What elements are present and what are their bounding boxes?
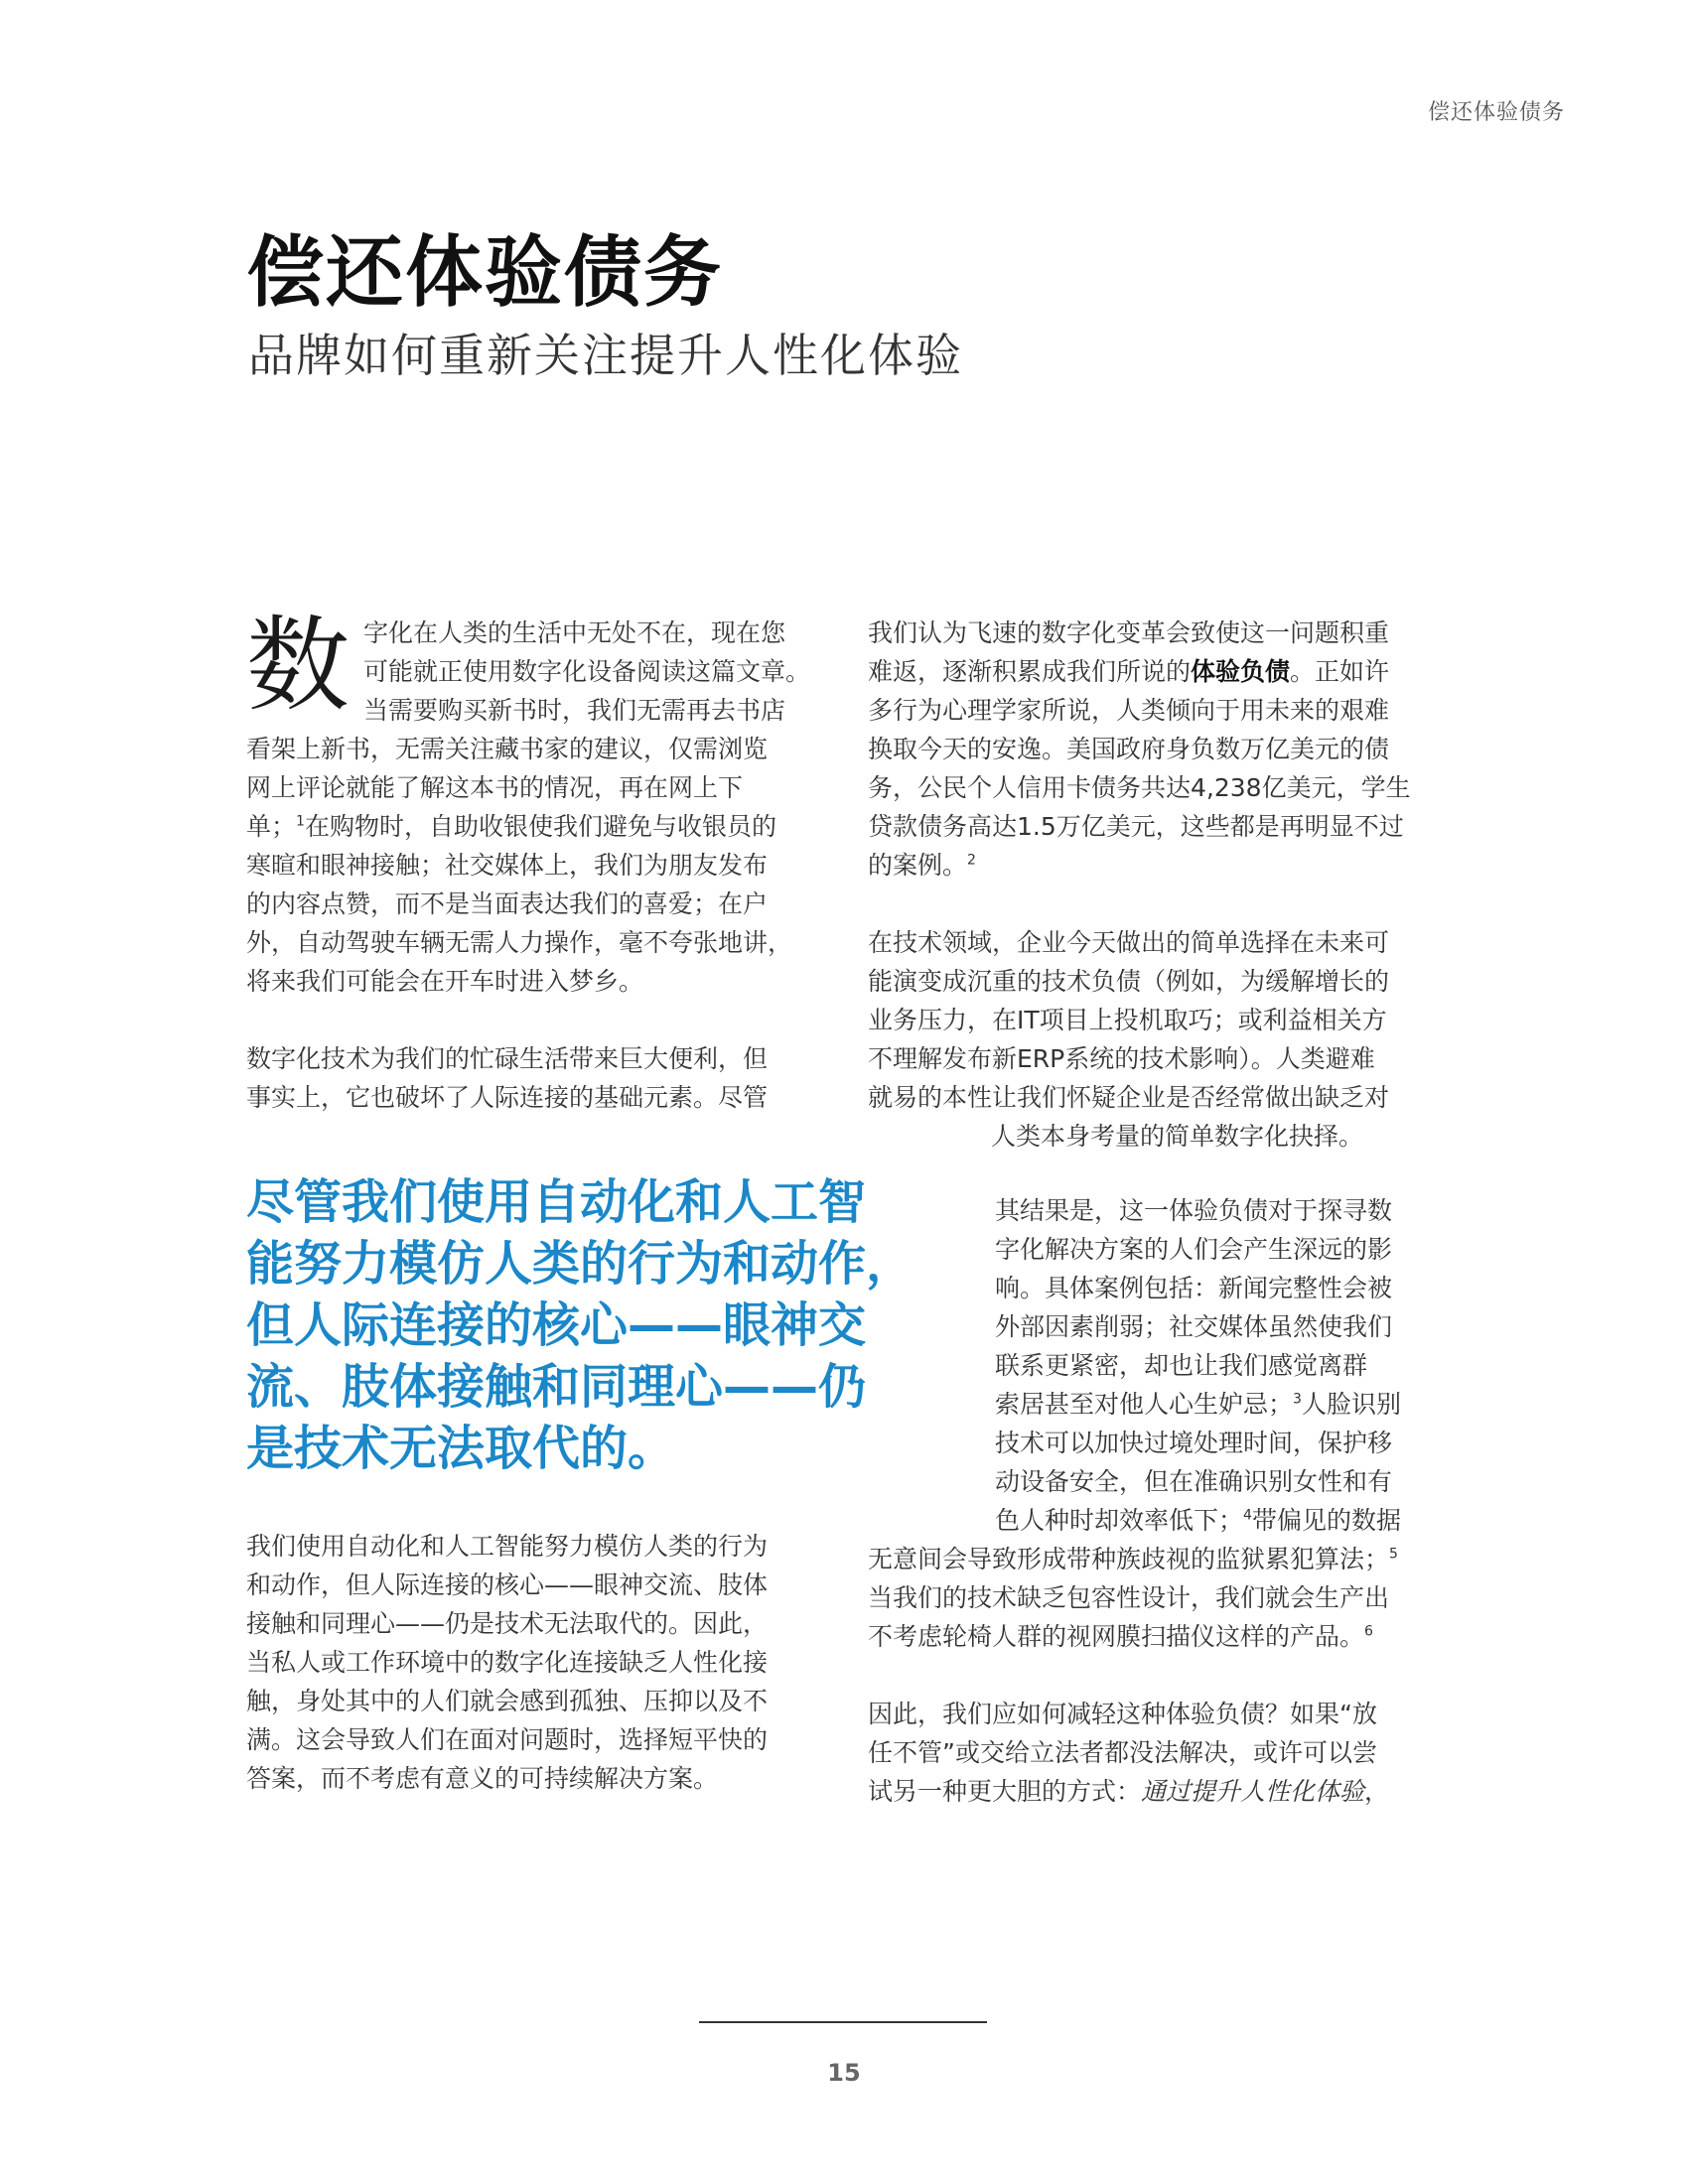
emphasis-human-experience: 通过提升人性化体验: [1141, 1777, 1365, 1806]
footnote-ref-2[interactable]: 2: [967, 852, 976, 869]
paragraph-consequences-part1: 其结果是，这一体验负债对于探寻数 字化解决方案的人们会产生深远的影 响。具体案例包括：新闻完整性会被 外部因素削弱；社交媒体虽然使我们 联系更紧密，却也让我们感觉离群 索居甚至对他人心生妒忌；$^3$人脸识别 技术可以加快过境处理时间，保护移 动设备安全，但在准确识别女性和有 色人种时却效率低下；$^4$带偏见的数据: [995, 1196, 1401, 1535]
running-header: 偿还体验债务: [1427, 100, 1565, 125]
right-column-indented: [995, 1191, 1462, 1540]
article-title: 偿还体验债务: [246, 228, 724, 318]
left-column-lower: [246, 1527, 832, 1798]
paragraph-experience-debt: 我们认为飞速的数字化变革会致使这一问题积重 难返，逐渐积累成我们所说的体验负债。正如许 多行为心理学家所说，人类倾向于用未来的艰难 换取今天的安逸。美国政府身负数万亿美元的债 务，公民个人信用卡债务共达4,238亿美元，学生 贷款债务高达1.5万亿美元，这些都是再明显不过 的案例。$^2$: [868, 618, 1411, 880]
footer-rule: [699, 2021, 987, 2023]
intro-paragraph: 数 字化在人类的生活中无处不在，现在您 可能就正使用数字化设备阅读这篇文章。 当需要购买新书时，我们无需再去书店 看架上新书，无需关注藏书家的建议，仅需浏览 网上评论就能了解这本书的情况，再在网上下 单；$^1$在购物时，自助收银使我们避免与收银员的 寒暄和眼神接触；社交媒体上，我们为朋友发布 的内容点赞，而不是当面表达我们的喜爱；在户 外，自动驾驶车辆无需人力操作，毫不夸张地讲， 将来我们可能会在开车时进入梦乡。: [246, 605, 811, 996]
left-column-upper: [246, 605, 832, 1117]
term-experience-debt: 体验负债: [1191, 657, 1291, 686]
footnote-ref-5[interactable]: 5: [1389, 1546, 1398, 1563]
paragraph-human-connection: 我们使用自动化和人工智能努力模仿人类的行为 和动作，但人际连接的核心——眼神交流、肢体 接触和同理心——仍是技术无法取代的。因此， 当私人或工作环境中的数字化连接缺乏人性化接 触，身处其中的人们就会感到孤独、压抑以及不 满。这会导致人们在面对问题时，选择短平快的 答案，而不考虑有意义的可持续解决方案。: [246, 1532, 769, 1793]
paragraph-mitigation: 因此，我们应如何减轻这种体验负债？如果“放 任不管”或交给立法者都没法解决，或许可以尝 试另一种更大胆的方式：通过提升人性化体验，: [868, 1700, 1390, 1806]
paragraph-consequences-part2: 无意间会导致形成带种族歧视的监狱累犯算法；$^5$ 当我们的技术缺乏包容性设计，我们就会生产出 不考虑轮椅人群的视网膜扫描仪这样的产品。$^6$: [868, 1545, 1398, 1651]
paragraph-technical-debt: 在技术领域，企业今天做出的简单选择在未来可 能演变成沉重的技术负债（例如，为缓解增长的 业务压力，在IT项目上投机取巧；或利益相关方 不理解发布新ERP系统的技术影响）。人类避难 就易的本性让我们怀疑企业是否经常做出缺乏对 人类本身考量的简单数字化抉择。: [868, 928, 1390, 1151]
pull-quote: 尽管我们使用自动化和人工智 能努力模仿人类的行为和动作， 但人际连接的核心——眼神交 流、肢体接触和同理心——仍 是技术无法取代的。: [246, 1174, 914, 1476]
article-subtitle: 品牌如何重新关注提升人性化体验: [248, 329, 963, 382]
footnote-ref-3[interactable]: 3: [1293, 1391, 1302, 1408]
page-number: 15: [827, 2059, 861, 2087]
right-column-upper: [868, 614, 1464, 1156]
footnote-ref-4[interactable]: 4: [1243, 1507, 1252, 1524]
footnote-ref-1[interactable]: 1: [296, 813, 305, 830]
footnote-ref-6[interactable]: 6: [1364, 1623, 1373, 1640]
paragraph-digital-convenience: 数字化技术为我们的忙碌生活带来巨大便利，但 事实上，它也破坏了人际连接的基础元素。尽管: [246, 1044, 769, 1112]
drop-cap: 数: [246, 605, 351, 726]
right-column-lower: [868, 1540, 1464, 1811]
